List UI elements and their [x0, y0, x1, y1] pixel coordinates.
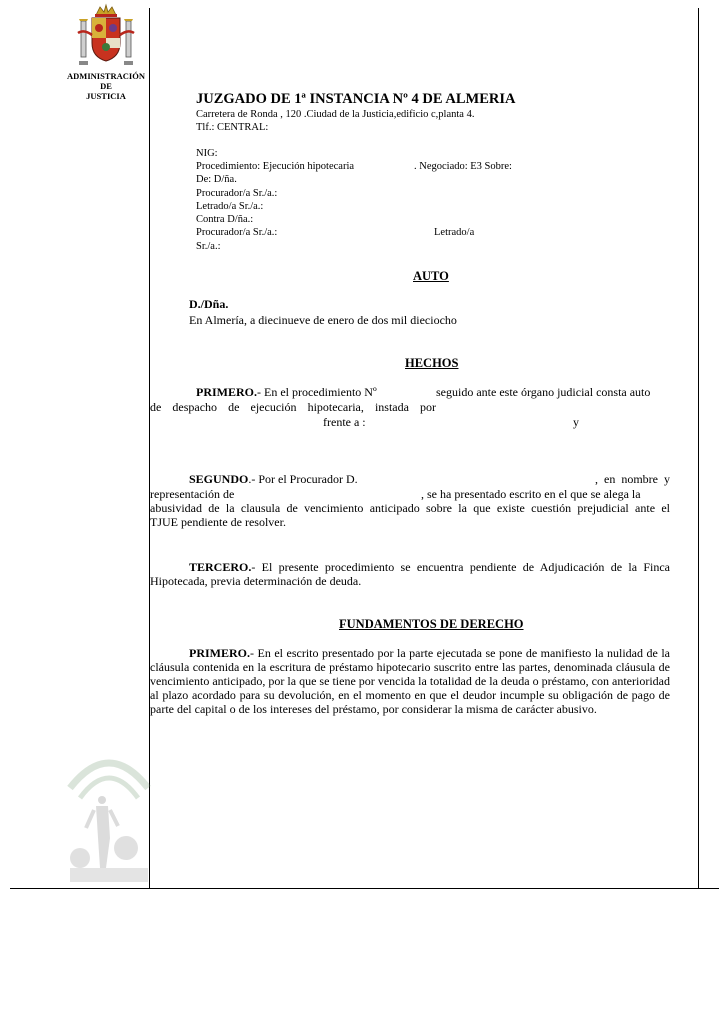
hechos-segundo-line1: [189, 472, 358, 486]
hechos-primero-label: PRIMERO.: [196, 385, 257, 399]
administration-label: [60, 71, 152, 101]
right-margin-line: [698, 8, 699, 889]
hechos-segundo-filed: , se ha presentado escrito en el que se alega la: [421, 487, 641, 501]
case-defendant: Contra D/ña.:: [196, 214, 254, 225]
hechos-heading: HECHOS: [405, 356, 459, 370]
case-letrado-defendant: Letrado/a: [434, 227, 475, 238]
case-plaintiff: De: D/ña.: [196, 174, 237, 185]
auto-heading: AUTO: [413, 269, 449, 283]
bottom-rule: [10, 888, 719, 889]
watermark-emblem: [66, 748, 152, 888]
admin-line-3: JUSTICIA: [86, 91, 126, 101]
case-procurador-plaintiff: Procurador/a Sr./a.:: [196, 188, 278, 199]
hechos-segundo-text-a: .- Por el Procurador D.: [248, 472, 358, 486]
admin-line-1: ADMINISTRACIÓN: [67, 71, 145, 81]
hechos-segundo-representation: representación de: [150, 487, 235, 501]
hechos-primero-line1: [196, 385, 377, 399]
hechos-primero-line2: de despacho de ejecución hipotecaria, instada por: [150, 400, 436, 414]
hechos-segundo-line4: TJUE pendiente de resolver.: [150, 515, 286, 529]
admin-line-2: DE: [100, 81, 112, 91]
hechos-segundo-line3: abusividad de la clausula de vencimiento anticipado sobre la que existe cuestión prejudicial ante el: [150, 501, 670, 515]
place-date: En Almería, a diecinueve de enero de dos mil dieciocho: [189, 313, 457, 327]
judge-name: D./Dña.: [189, 297, 229, 311]
hechos-primero-text-a: - En el procedimiento Nº: [257, 385, 377, 399]
hechos-tercero-paragraph: [150, 560, 670, 588]
case-letrado-plaintiff: Letrado/a Sr./a.:: [196, 201, 264, 212]
hechos-primero-against: frente a :: [323, 415, 366, 429]
case-letrado-defendant-sr: Sr./a.:: [196, 241, 221, 252]
fundamentos-primero-label: PRIMERO.: [189, 646, 250, 660]
case-negociado: . Negociado: E3 Sobre:: [414, 161, 512, 172]
fundamentos-heading: FUNDAMENTOS DE DERECHO: [339, 617, 524, 631]
hechos-segundo-text-b: , en nombre y: [595, 472, 670, 486]
case-procurador-defendant: Procurador/a Sr./a.:: [196, 227, 278, 238]
hechos-tercero-label: TERCERO.: [189, 560, 252, 574]
court-title: JUZGADO DE 1ª INSTANCIA Nº 4 DE ALMERIA: [196, 91, 516, 107]
case-nig: NIG:: [196, 148, 218, 159]
hechos-tercero-text: - El presente procedimiento se encuentra pendiente de Adjudicación de la Finca Hipotecada, previa determinación de deuda.: [150, 560, 670, 588]
hechos-primero-text-b: seguido ante este órgano judicial consta auto: [436, 385, 651, 399]
court-phone: Tlf.: CENTRAL:: [196, 122, 269, 133]
court-address: Carretera de Ronda , 120 .Ciudad de la Justicia,edificio c,planta 4.: [196, 109, 475, 120]
fundamentos-primero-text: - En el escrito presentado por la parte ejecutada se pone de manifiesto la nulidad de la cláusula contenida en la escritura de préstamo hipotecario suscrito entre las partes, denominada cláusula de vencimiento anticipado, por la que se tiene por vencida la totalidad de la deuda o préstamo, con anterioridad al plazo acordado para su devolución, en el momento en que el deudor incumple su obligación de pago de parte del capital o de los intereses del préstamo, por considerar la misma de carácter abusivo.: [150, 646, 670, 716]
coat-of-arms-emblem: [76, 3, 136, 69]
fundamentos-primero-paragraph: [150, 646, 670, 716]
hechos-primero-and: y: [573, 415, 579, 429]
hechos-segundo-label: SEGUNDO: [189, 472, 249, 486]
case-procedure: Procedimiento: Ejecución hipotecaria: [196, 161, 355, 172]
